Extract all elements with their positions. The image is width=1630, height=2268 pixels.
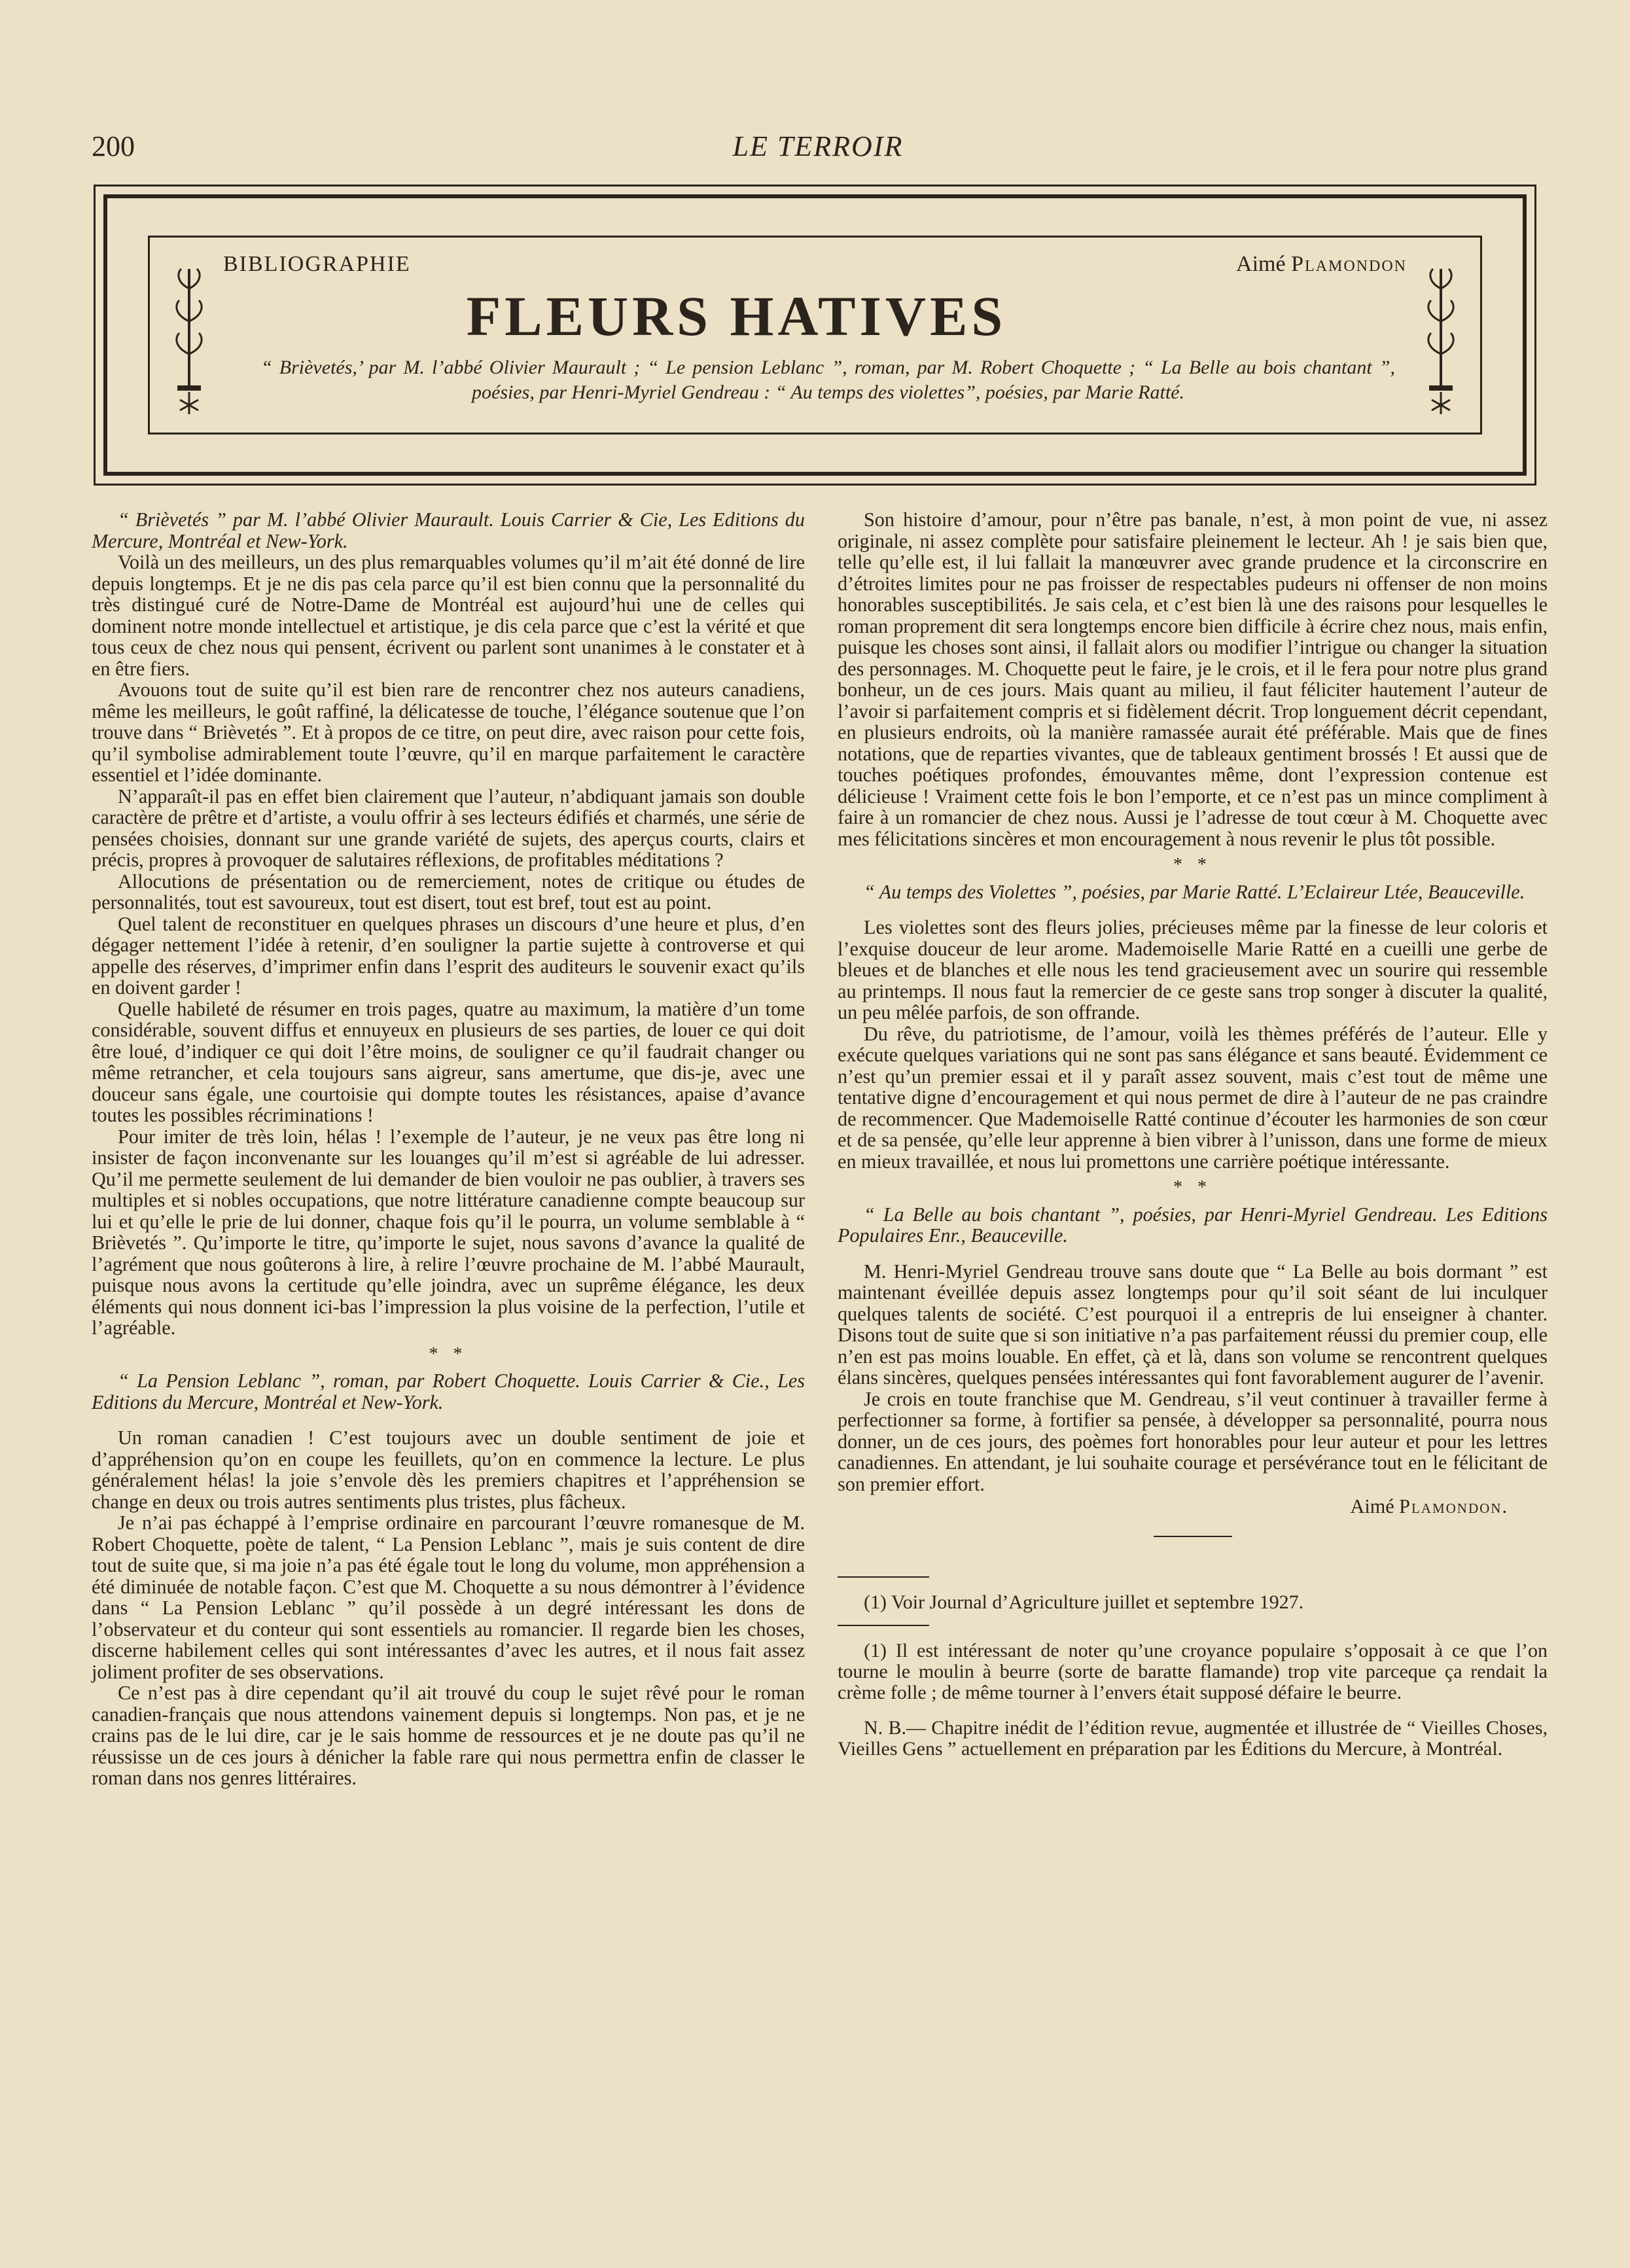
review-heading: “ La Pension Leblanc ”, roman, par Robert Choquette. Louis Carrier & Cie., Les Editions du Mercure, Montréal et New-York. <box>92 1370 805 1413</box>
review-heading: “ Au temps des Violettes ”, poésies, par Marie Ratté. L’Eclaireur Ltée, Beauceville. <box>864 880 1525 903</box>
banner-author: Aimé Plamondon <box>1236 252 1407 276</box>
paragraph: Ce n’est pas à dire cependant qu’il ait trouvé du coup le sujet rêvé pour le roman canadien-français que nous attendons vainement depuis si longtemps. Non pas, et je ne crains pas de le lui dire, car je le sais homme de ressources et je ne doute pas qu’il ne réussisse un de ces jours à dénicher la fable rare qui nous permettra enfin de classer le roman dans nos genres littéraires. <box>92 1682 805 1789</box>
article-subtitle: “ Brièvetés,’ par M. l’abbé Olivier Maurault ; “ Le pension Leblanc ”, roman, par M. Robert Choquette ; “ La Belle au bois chantant ”, poésies, par Henri-Myriel Gendreau : “ Au temps des violettes”, poésies, par Marie Ratté. <box>261 357 1395 403</box>
section-separator: * * <box>1173 1177 1212 1197</box>
paragraph: M. Henri-Myriel Gendreau trouve sans doute que “ La Belle au bois dormant ” est maintenant éveillée depuis assez longtemps pour qu’il soit séant de lui inculquer quelques talents de société. C’est pourquoi il a entrepris de lui enseigner à chanter. Disons tout de suite que si son initiative n’a pas parfaitement réussi du premier coup, elle n’en est pas moins louable. En effet, çà et là, dans son volume se rencontrent quelques élans sincères, quelques pensées intéressantes qui font favorablement augurer de l’avenir. <box>838 1260 1548 1389</box>
signature: Aimé Plamondon. <box>1350 1495 1508 1517</box>
footnote: (1) Il est intéressant de noter qu’une croyance populaire s’opposait à ce que l’on tourne le moulin à beurre (sorte de baratte flamande) trop vite parceque ça rendait la crème folle ; de même tourner à l’envers était supposé défaire le beurre. <box>838 1639 1548 1703</box>
paragraph: Du rêve, du patriotisme, de l’amour, voilà les thèmes préférés de l’auteur. Elle y exécute quelques variations qui ne sont pas sans élégance et sans beauté. Évidemment ce n’est qu’un premier essai et il y paraît assez souvent, mais c’est tout de même une tentative digne d’encouragement et qui nous permet de dire à l’auteur de ne pas craindre de recommencer. Que Mademoiselle Ratté continue d’écouter les harmonies de son cœur et de sa pensée, qu’elle leur apprenne à bien vibrer à l’unisson, dans une forme de mieux en mieux travaillée, et nous lui promettons une carrière poétique intéressante. <box>838 1022 1548 1173</box>
divider <box>1154 1536 1232 1537</box>
running-header <box>92 130 1544 169</box>
editorial-note: N. B.— Chapitre inédit de l’édition revue, augmentée et illustrée de “ Vieilles Choses, Vieilles Gens ” actuellement en préparation par les Éditions du Mercure, à Montréal. <box>838 1716 1548 1760</box>
paragraph: Avouons tout de suite qu’il est bien rare de rencontrer chez nos auteurs canadiens, même les meilleurs, le goût raffiné, la délicatesse de touche, l’élégance soutenue que l’on trouve dans “ Brièvetés ”. Et à propos de ce titre, on peut dire, avec raison pour cette fois, qu’il symbolise admirablement toute l’œuvre, qu’il en marque parfaitement le caractère essentiel et l’idée dominante. <box>92 679 805 786</box>
floral-ornament-icon <box>1421 262 1461 419</box>
banner-box <box>148 236 1482 434</box>
footnote-rule <box>838 1576 929 1578</box>
paragraph: Pour imiter de très loin, hélas ! l’exemple de l’auteur, je ne veux pas être long ni insister de façon inconvenante sur les louanges qu’il m’est si agréable de lui adresser. Qu’il me permette seulement de lui demander de bien vouloir ne pas oublier, à travers ses multiples et si nobles occupations, que notre littérature canadienne compte beaucoup sur lui et qu’elle le prie de lui donner, chaque fois qu’il le pourra, un volume semblable à “ Brièvetés ”. Qu’importe le titre, qu’importe le sujet, nous savons d’avance la qualité de l’agrément que nous goûterons à lire, à relire l’œuvre prochaine de M. l’abbé Maurault, puisque nous avons la certitude qu’elle joindra, avec un suprême élégance, les deux éléments qui nous donnent ici-bas l’impression la plus voisine de la perfection, l’utile et l’agréable. <box>92 1125 805 1339</box>
title-banner <box>94 185 1536 486</box>
paragraph: Les violettes sont des fleurs jolies, précieuses même par la finesse de leur coloris et l’exquise douceur de leur arome. Mademoiselle Marie Ratté en a cueilli une gerbe de bleues et de blanches et elle nous les tend gracieusement avec un sourire qui ressemble au printemps. Il nous faut la remercier de ce geste sans trop songer à discuter la qualité, un peu mêlée parfois, de son offrande. <box>838 916 1548 1023</box>
running-title: LE TERROIR <box>732 130 904 162</box>
paragraph: Allocutions de présentation ou de remerciement, notes de critique ou études de personnalités, tout est savoureux, tout est disert, tout est bref, tout est au point. <box>92 870 805 913</box>
paragraph: N’apparaît-il pas en effet bien clairement que l’auteur, n’abdiquant jamais son double caractère de prêtre et d’artiste, a voulu offrir à ses lecteurs édifiés et charmés, une série de pensées choisies, donnant sur une grande variété de sujets, des aperçus courts, clairs et précis, propres à provoquer de salutaires réflexions, de profitables méditations ? <box>92 785 805 871</box>
section-separator: * * <box>1173 855 1212 875</box>
page-number: 200 <box>92 130 135 162</box>
right-column <box>838 509 1548 1760</box>
paragraph: Quelle habileté de résumer en trois pages, quatre au maximum, la matière d’un tome considérable, souvent diffus et ennuyeux en plusieurs de ses parties, de louer ce qui doit être loué, d’indiquer ce qui doit l’être moins, de souligner ce qu’il faudrait changer ou même retrancher, et cela toujours sans aigreur, sans amertume, que dis-je, avec une douceur sans égale, une courtoisie qui dompte toutes les résistances, apaise d’avance toutes les possibles récriminations ! <box>92 997 805 1126</box>
paragraph: Son histoire d’amour, pour n’être pas banale, n’est, à mon point de vue, ni assez originale, ni assez complète pour satisfaire pleinement le lecteur. Ah ! je sais bien que, telle qu’elle est, il lui fallait la manœuvrer avec grande prudence et la circonscrire en d’étroites limites pour ne pas froisser de respectables pudeurs ni offenser de non moins honorables susceptibilités. Je sais cela, et c’est bien là une des raisons pour lesquelles le roman proprement dit sera longtemps encore bien difficile à écrire chez nous, mais enfin, puisque les choses sont ainsi, il fallait alors ou modifier l’intrigue ou changer la situation des personnages. M. Choquette peut le faire, je le crois, et il le fera pour notre plus grand bonheur, un de ces jours. Mais quant au milieu, il faut féliciter hautement l’auteur de l’avoir si parfaitement compris et si fidèlement décrit. Trop longuement décrit cependant, en plusieurs endroits, où la manière ramassée aurait été préférable. Mais que de fines notations, que de reparties vivantes, que de tableaux gentiment brossés ! Et aussi que de touches poétiques profondes, émouvantes même, dont l’expression contenue est délicieuse ! Vraiment cette fois le bon l’emporte, et ce n’est pas un mince compliment à faire à un romancier de chez nous. Aussi je l’adresse de tout cœur à M. Choquette avec mes félicitations sincères et mon encouragement à nous revenir le plus tôt possible. <box>838 508 1548 850</box>
section-separator: * * <box>429 1343 468 1364</box>
footnote-rule <box>838 1625 929 1626</box>
paragraph: Je crois en toute franchise que M. Gendreau, s’il veut continuer à travailler ferme à perfectionner sa forme, à fortifier sa pensée, à développer sa personnalité, pourra nous donner, un de ces jours, des poèmes fort honorables pour leur auteur et pour les lettres canadiennes. En attendant, je lui souhaite courage et persévérance tout en le félicitant de son premier effort. <box>838 1387 1548 1495</box>
section-label: BIBLIOGRAPHIE <box>223 252 411 276</box>
review-heading: “ Brièvetés ” par M. l’abbé Olivier Maurault. Louis Carrier & Cie, Les Editions du Mercure, Montréal et New-York. <box>92 508 805 552</box>
review-heading: “ La Belle au bois chantant ”, poésies, par Henri-Myriel Gendreau. Les Editions Populaires Enr., Beauceville. <box>838 1203 1548 1247</box>
paragraph: Un roman canadien ! C’est toujours avec un double sentiment de joie et d’appréhension qu’on en coupe les feuillets, qu’on en commence la lecture. Le plus généralement hélas! la joie s’envole dès les premiers chapitres et l’appréhension se change en deux ou trois autres sentiments plus tristes, plus fâcheux. <box>92 1426 805 1513</box>
left-column <box>92 509 805 1789</box>
footnote: (1) Voir Journal d’Agriculture juillet et septembre 1927. <box>864 1591 1304 1613</box>
paragraph: Quel talent de reconstituer en quelques phrases un discours d’une heure et plus, d’en dégager nettement l’idée à retenir, d’en souligner la partie sujette à controverse et qui appelle des réserves, d’imprimer enfin dans l’esprit des auditeurs le souvenir exact qu’ils en doivent garder ! <box>92 912 805 999</box>
paragraph: Je n’ai pas échappé à l’emprise ordinaire en parcourant l’œuvre romanesque de M. Robert Choquette, poète de talent, “ La Pension Leblanc ”, mais je suis content de dire tout de suite que, si ma joie n’a pas été égale tout le long du volume, mon appréhension a été diminuée de notable façon. C’est que M. Choquette a su nous démontrer à l’évidence dans “ La Pension Leblanc ” qu’il possède à un degré intéressant les dons de l’observateur et du conteur qui sont essentiels au romancier. Il regarde bien les choses, discerne habilement celles qui sont intéressantes d’avec les autres, et il nous fait assez joliment profiter de ses observations. <box>92 1512 805 1683</box>
article-title: FLEURS HATIVES <box>466 285 1007 347</box>
banner-border <box>103 194 1527 476</box>
paragraph: Voilà un des meilleurs, un des plus remarquables volumes qu’il m’ait été donné de lire depuis longtemps. Et je ne dis pas cela parce qu’il est bien connu que la personnalité du très distingué curé de Notre-Dame de Montréal est aujourd’hui une de celles qui dominent notre monde intellectuel et artistique, je dis cela parce que c’est la vérité et que tous ceux de chez nous qui pensent, écrivent ou parlent sont unanimes à le constater et à en être fiers. <box>92 551 805 680</box>
